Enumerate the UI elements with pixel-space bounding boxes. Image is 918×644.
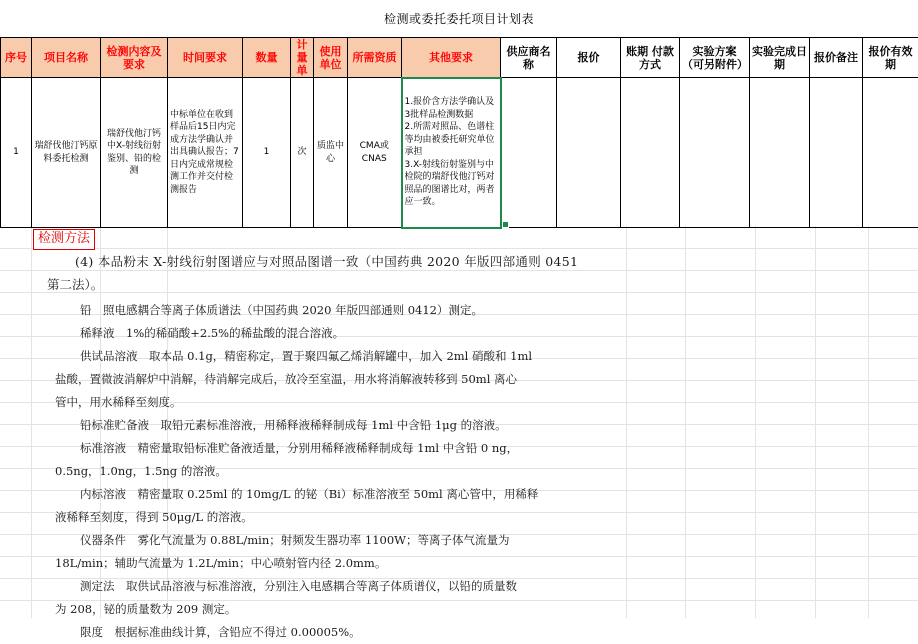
doc-paragraph: 稀释液 1%的稀硝酸+2.5%的稀盐酸的混合溶液。 — [55, 322, 615, 345]
grid-line — [626, 226, 627, 618]
cell-price-note[interactable] — [810, 78, 863, 228]
doc-paragraph: 内标溶液 精密量取 0.25ml 的 10mg/L 的铋（Bi）标准溶液至 50ml 离心管中，用稀释 — [55, 483, 615, 506]
cell-done-date[interactable] — [750, 78, 810, 228]
grid-line — [31, 226, 32, 618]
header-cell-plan[interactable]: 实验方案（可另附件） — [680, 38, 750, 78]
cell-seq[interactable]: 1 — [1, 78, 32, 228]
cell-unit[interactable]: 次 — [291, 78, 314, 228]
fill-handle[interactable] — [502, 221, 509, 228]
cell-plan[interactable] — [680, 78, 750, 228]
doc-paragraph: 0.5ng，1.0ng，1.5ng 的溶液。 — [55, 460, 615, 483]
doc-paragraph: 测定法 取供试品溶液与标准溶液，分别注入电感耦合等离子体质谱仪，以铅的质量数 — [55, 575, 615, 598]
cell-other-selected[interactable]: 1.报价含方法学确认及3批样品检测数据 2.所需对照品、色谱柱等均由被委托研究单位承担 3.X-射线衍射鉴别与中检院的瑞舒伐他汀钙对照品的图谱比对，两者应一致。 — [402, 78, 501, 228]
header-cell-dept[interactable]: 使用单位 — [314, 38, 348, 78]
doc-line: 第二法）。 — [47, 273, 615, 296]
doc-paragraph: 标准溶液 精密量取铅标准贮备液适量，分别用稀释液稀释制成每 1ml 中含铅 0 ng， — [55, 437, 615, 460]
doc-paragraph: 铅 照电感耦合等离子体质谱法（中国药典 2020 年版四部通则 0412）测定。 — [55, 299, 615, 322]
doc-paragraph: 管中，用水稀释至刻度。 — [55, 391, 615, 414]
header-cell-supplier[interactable]: 供应商名称 — [501, 38, 557, 78]
header-cell-price[interactable]: 报价 — [557, 38, 621, 78]
header-cell-qual[interactable]: 所需资质 — [348, 38, 402, 78]
grid-line — [685, 226, 686, 618]
cell-price[interactable] — [557, 78, 621, 228]
header-cell-payment[interactable]: 账期 付款方式 — [621, 38, 680, 78]
doc-paragraph: 液稀释至刻度，得到 50μg/L 的溶液。 — [55, 506, 615, 529]
header-cell-time[interactable]: 时间要求 — [168, 38, 243, 78]
method-label-cell[interactable]: 检测方法 — [33, 229, 95, 250]
cell-validity[interactable] — [863, 78, 918, 228]
cell-content[interactable]: 瑞舒伐他汀钙中X-射线衍射鉴别、铅的检测 — [101, 78, 168, 228]
doc-line: (4) 本品粉末 X-射线衍射图谱应与对照品图谱一致（中国药典 2020 年版四部通则 0451 — [75, 250, 615, 273]
doc-paragraph: 供试品溶液 取本品 0.1g，精密称定，置于聚四氟乙烯消解罐中，加入 2ml 硝酸和 1ml — [55, 345, 615, 368]
grid-line — [815, 226, 816, 618]
grid-line — [868, 226, 869, 618]
doc-paragraph: 为 208，铋的质量数为 209 测定。 — [55, 598, 615, 621]
header-cell-done-date[interactable]: 实验完成日期 — [750, 38, 810, 78]
header-cell-qty[interactable]: 数量 — [243, 38, 291, 78]
plan-table — [0, 37, 918, 229]
cell-dept[interactable]: 质监中心 — [314, 78, 348, 228]
header-cell-content[interactable]: 检测内容及要求 — [101, 38, 168, 78]
sheet-title: 检测或委托委托项目计划表 — [0, 10, 918, 27]
cell-qty[interactable]: 1 — [243, 78, 291, 228]
header-cell-seq[interactable]: 序号 — [1, 38, 32, 78]
grid-line — [755, 226, 756, 618]
cell-payment[interactable] — [621, 78, 680, 228]
cell-supplier[interactable] — [501, 78, 557, 228]
header-cell-other[interactable]: 其他要求 — [402, 38, 501, 78]
header-cell-unit[interactable]: 计量单 — [291, 38, 314, 78]
header-cell-name[interactable]: 项目名称 — [32, 38, 101, 78]
cell-qual[interactable]: CMA或CNAS — [348, 78, 402, 228]
doc-paragraph: 铅标准贮备液 取铅元素标准溶液，用稀释液稀释制成每 1ml 中含铅 1μg 的溶液。 — [55, 414, 615, 437]
cell-name[interactable]: 瑞舒伐他汀钙原料委托检测 — [32, 78, 101, 228]
table-header-row — [1, 38, 918, 78]
table-row — [1, 78, 918, 228]
cell-time[interactable]: 中标单位在收到样品后15日内完成方法学确认并出具确认报告；7日内完成常规检测工作并交付检测报告 — [168, 78, 243, 228]
grid-line — [0, 248, 918, 249]
doc-paragraph: 仪器条件 雾化气流量为 0.88L/min；射频发生器功率 1100W；等离子体气流量为 — [55, 529, 615, 552]
doc-paragraph: 限度 根据标准曲线计算，含铅应不得过 0.00005%。 — [55, 621, 615, 644]
header-cell-price-note[interactable]: 报价备注 — [810, 38, 863, 78]
doc-paragraph: 18L/min；辅助气流量为 1.2L/min；中心喷射管内径 2.0mm。 — [55, 552, 615, 575]
pasted-method-document — [55, 250, 615, 644]
header-cell-validity[interactable]: 报价有效期 — [863, 38, 918, 78]
doc-paragraph: 盐酸，置微波消解炉中消解，待消解完成后，放冷至室温，用水将消解液转移到 50ml 离心 — [55, 368, 615, 391]
